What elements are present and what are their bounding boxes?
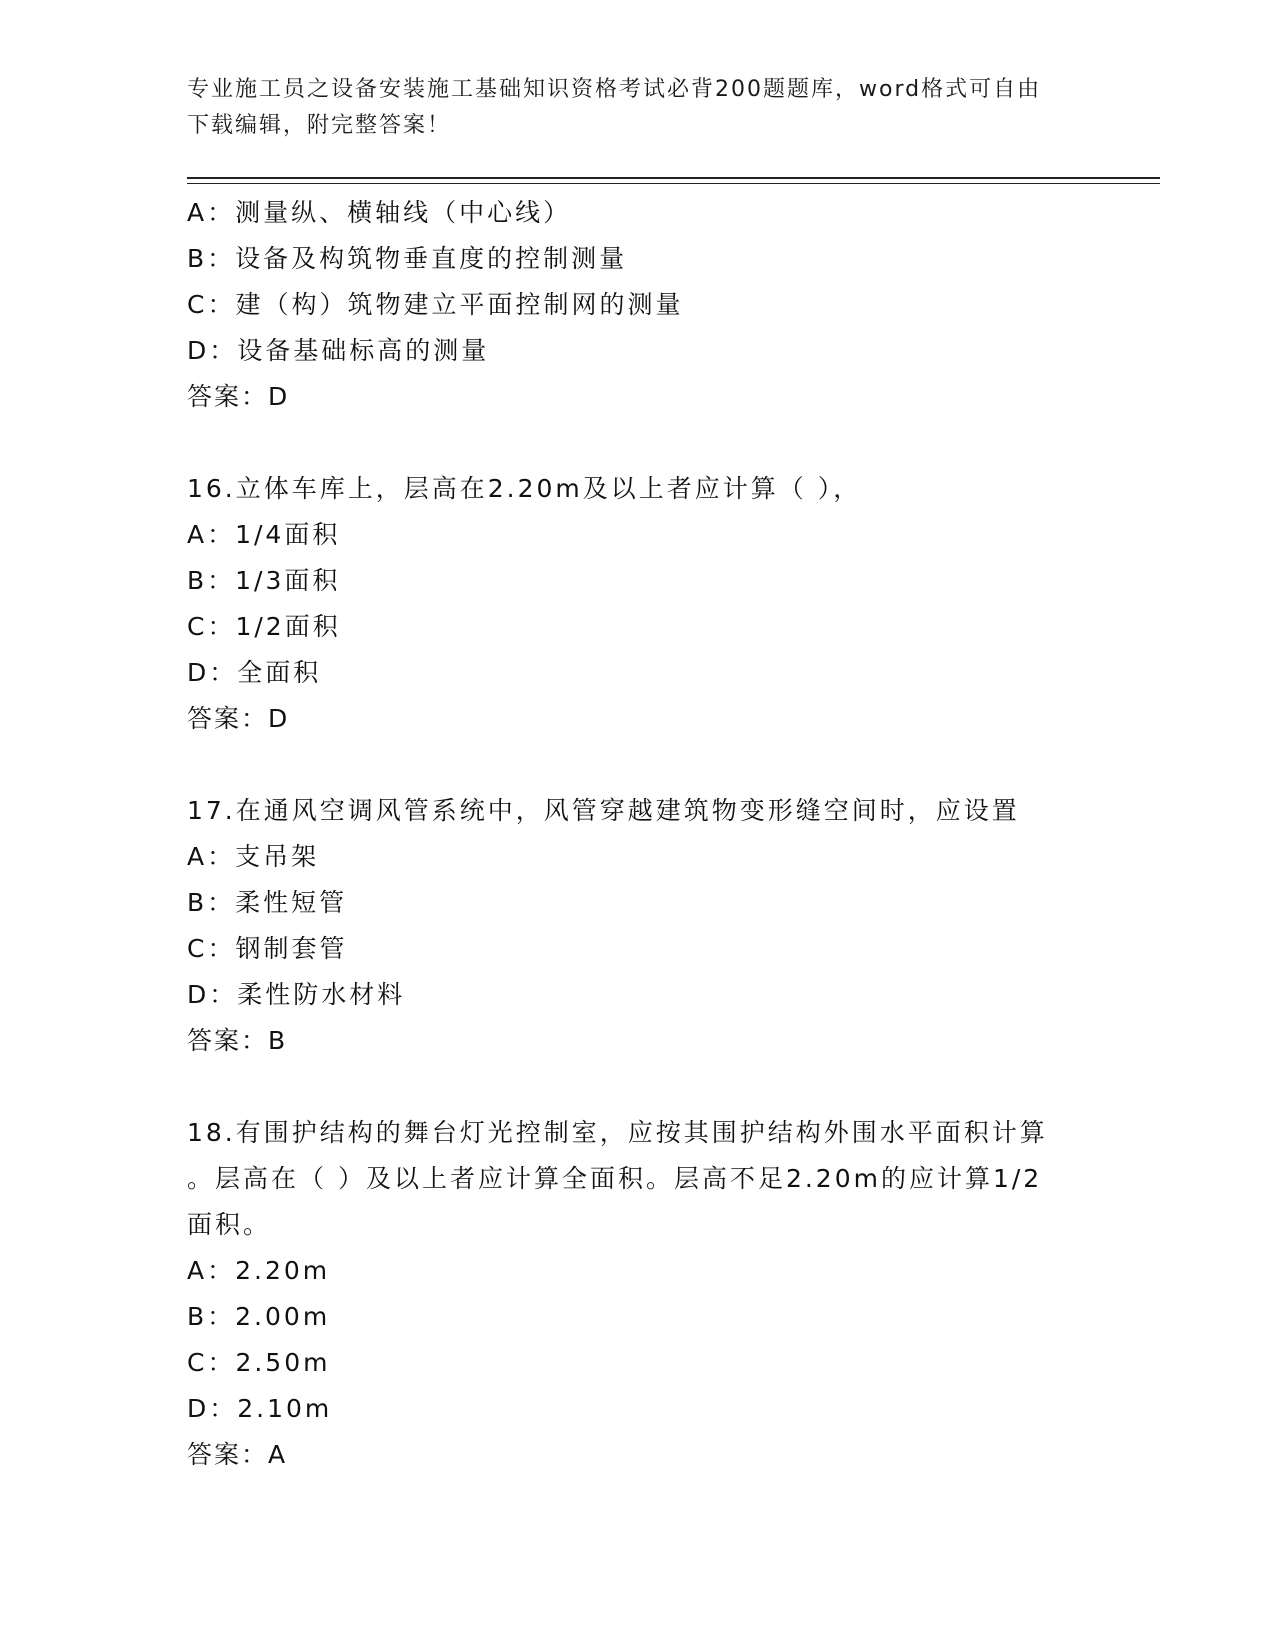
option-c: C：1/2面积 bbox=[187, 612, 341, 641]
option-c: C：2.50m bbox=[187, 1348, 331, 1377]
option-c: C：钢制套管 bbox=[187, 934, 348, 963]
header-title-line-2: 下载编辑，附完整答案！ bbox=[187, 113, 452, 138]
option-c: C：建（构）筑物建立平面控制网的测量 bbox=[187, 290, 684, 319]
answer-line: 答案：B bbox=[187, 1026, 288, 1055]
option-a: A：2.20m bbox=[187, 1256, 331, 1285]
option-d: D：2.10m bbox=[187, 1394, 333, 1423]
question-text: 17.在通风空调风管系统中，风管穿越建筑物变形缝空间时，应设置 bbox=[187, 796, 1020, 825]
option-a: A：测量纵、横轴线（中心线） bbox=[187, 198, 572, 227]
option-b: B：设备及构筑物垂直度的控制测量 bbox=[187, 244, 628, 273]
header-title-line-1: 专业施工员之设备安装施工基础知识资格考试必背200题题库，word格式可自由 bbox=[187, 77, 1042, 102]
option-b: B：2.00m bbox=[187, 1302, 331, 1331]
question-15-block bbox=[187, 190, 1087, 420]
header-divider-thin bbox=[187, 183, 1160, 184]
option-a: A：支吊架 bbox=[187, 842, 320, 871]
option-b: B：柔性短管 bbox=[187, 888, 348, 917]
question-list bbox=[187, 190, 1087, 1478]
question-18-block bbox=[187, 1110, 1087, 1478]
question-text-line-1: 18.有围护结构的舞台灯光控制室，应按其围护结构外围水平面积计算 bbox=[187, 1118, 1048, 1147]
option-d: D：全面积 bbox=[187, 658, 322, 687]
option-a: A：1/4面积 bbox=[187, 520, 341, 549]
question-text-line-3: 面积。 bbox=[187, 1210, 272, 1239]
question-text: 16.立体车库上，层高在2.20m及以上者应计算（ ）， bbox=[187, 474, 862, 503]
option-b: B：1/3面积 bbox=[187, 566, 341, 595]
option-d: D：柔性防水材料 bbox=[187, 980, 406, 1009]
question-17-block bbox=[187, 788, 1087, 1064]
option-d: D：设备基础标高的测量 bbox=[187, 336, 490, 365]
header-divider bbox=[187, 177, 1160, 179]
document-header bbox=[187, 72, 1087, 144]
answer-line: 答案：D bbox=[187, 382, 290, 411]
answer-line: 答案：A bbox=[187, 1440, 288, 1469]
question-text-line-2: 。层高在（ ）及以上者应计算全面积。层高不足2.20m的应计算1/2 bbox=[187, 1164, 1043, 1193]
question-16-block bbox=[187, 466, 1087, 742]
answer-line: 答案：D bbox=[187, 704, 290, 733]
